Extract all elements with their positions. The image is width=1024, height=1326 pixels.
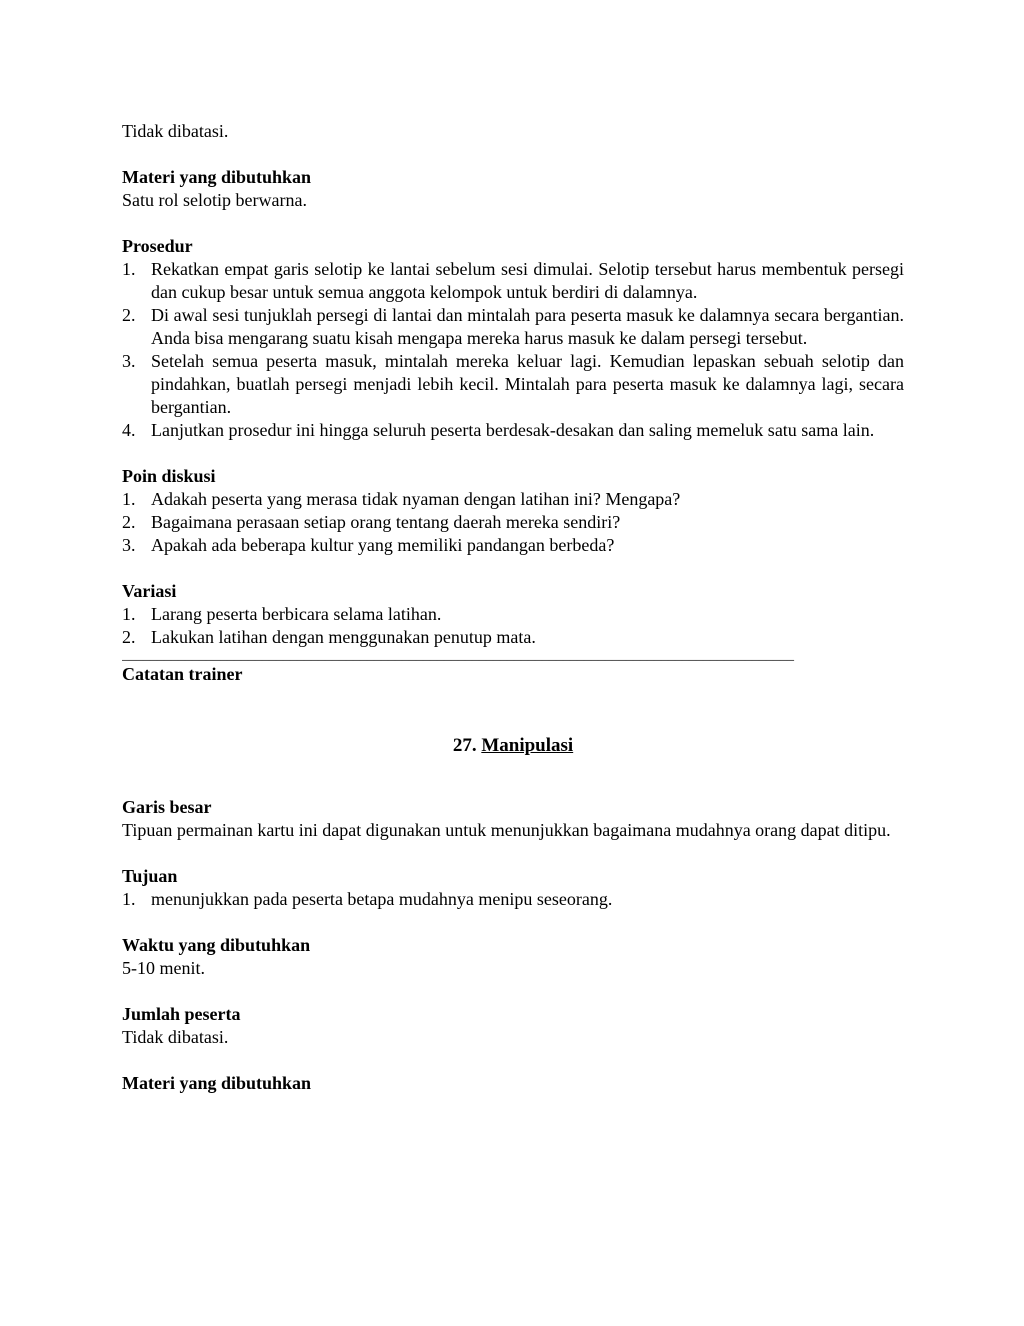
list-item-text: Bagaimana perasaan setiap orang tentang daerah mereka sendiri? [151, 512, 621, 532]
divider-rule: ________________________________________________________________________________________________ [122, 649, 794, 663]
list-number: 2. [122, 305, 136, 325]
list-item [122, 488, 904, 511]
list-number: 1. [122, 604, 136, 624]
garis-heading: Garis besar [122, 797, 212, 817]
waktu-heading: Waktu yang dibutuhkan [122, 935, 311, 955]
list-number: 3. [122, 535, 136, 555]
list-item [122, 419, 904, 442]
waktu-text: 5-10 menit. [122, 958, 205, 978]
section-number: 27. [452, 735, 477, 756]
list-item-text: Adakah peserta yang merasa tidak nyaman dengan latihan ini? Mengapa? [151, 489, 681, 509]
variasi-heading: Variasi [122, 581, 177, 601]
list-item-text: menunjukkan pada peserta betapa mudahnya menipu seseorang. [151, 889, 613, 909]
list-item [122, 258, 904, 304]
materi-heading-2: Materi yang dibutuhkan [122, 1073, 312, 1093]
materi-heading: Materi yang dibutuhkan [122, 167, 312, 187]
section-title [122, 733, 904, 758]
list-item-text: Di awal sesi tunjuklah persegi di lantai dan mintalah para peserta masuk ke dalamnya secara bergantian. Anda bisa mengarang suatu kisah mengapa mereka harus masuk ke dalam persegi tersebut. [151, 305, 904, 348]
tujuan-heading: Tujuan [122, 866, 178, 886]
intro-line: Tidak dibatasi. [122, 121, 229, 141]
list-item-text: Lakukan latihan dengan menggunakan penutup mata. [151, 627, 536, 647]
prosedur-heading: Prosedur [122, 236, 193, 256]
jumlah-heading: Jumlah peserta [122, 1004, 241, 1024]
jumlah-text: Tidak dibatasi. [122, 1027, 229, 1047]
list-item-text: Larang peserta berbicara selama latihan. [151, 604, 442, 624]
list-item [122, 626, 904, 649]
list-item [122, 888, 904, 911]
list-number: 2. [122, 512, 136, 532]
list-item-text: Apakah ada beberapa kultur yang memiliki pandangan berbeda? [151, 535, 615, 555]
list-item-text: Rekatkan empat garis selotip ke lantai sebelum sesi dimulai. Selotip tersebut harus membentuk persegi dan cukup besar untuk semua anggota kelompok untuk berdiri di dalamnya. [151, 259, 904, 302]
prosedur-list [122, 258, 904, 442]
section-title-text: Manipulasi [481, 735, 574, 756]
list-item [122, 304, 904, 350]
list-item [122, 603, 904, 626]
list-number: 1. [122, 259, 136, 279]
list-number: 4. [122, 420, 136, 440]
list-item [122, 534, 904, 557]
document-page [122, 120, 904, 1095]
list-number: 1. [122, 889, 136, 909]
list-item-text: Setelah semua peserta masuk, mintalah mereka keluar lagi. Kemudian lepaskan sebuah selotip dan pindahkan, buatlah persegi menjadi lebih kecil. Mintalah para peserta masuk ke dalamnya lagi, secara bergantian. [151, 351, 904, 417]
catatan-heading: Catatan trainer [122, 664, 243, 684]
list-number: 1. [122, 489, 136, 509]
list-number: 3. [122, 351, 136, 371]
materi-text: Satu rol selotip berwarna. [122, 190, 307, 210]
poin-heading: Poin diskusi [122, 466, 216, 486]
list-item [122, 350, 904, 419]
poin-list [122, 488, 904, 557]
list-item [122, 511, 904, 534]
list-item-text: Lanjutkan prosedur ini hingga seluruh peserta berdesak-desakan dan saling memeluk satu sama lain. [151, 420, 875, 440]
list-number: 2. [122, 627, 136, 647]
variasi-list [122, 603, 904, 649]
tujuan-list [122, 888, 904, 911]
garis-text: Tipuan permainan kartu ini dapat digunakan untuk menunjukkan bagaimana mudahnya orang dapat ditipu. [122, 820, 891, 840]
